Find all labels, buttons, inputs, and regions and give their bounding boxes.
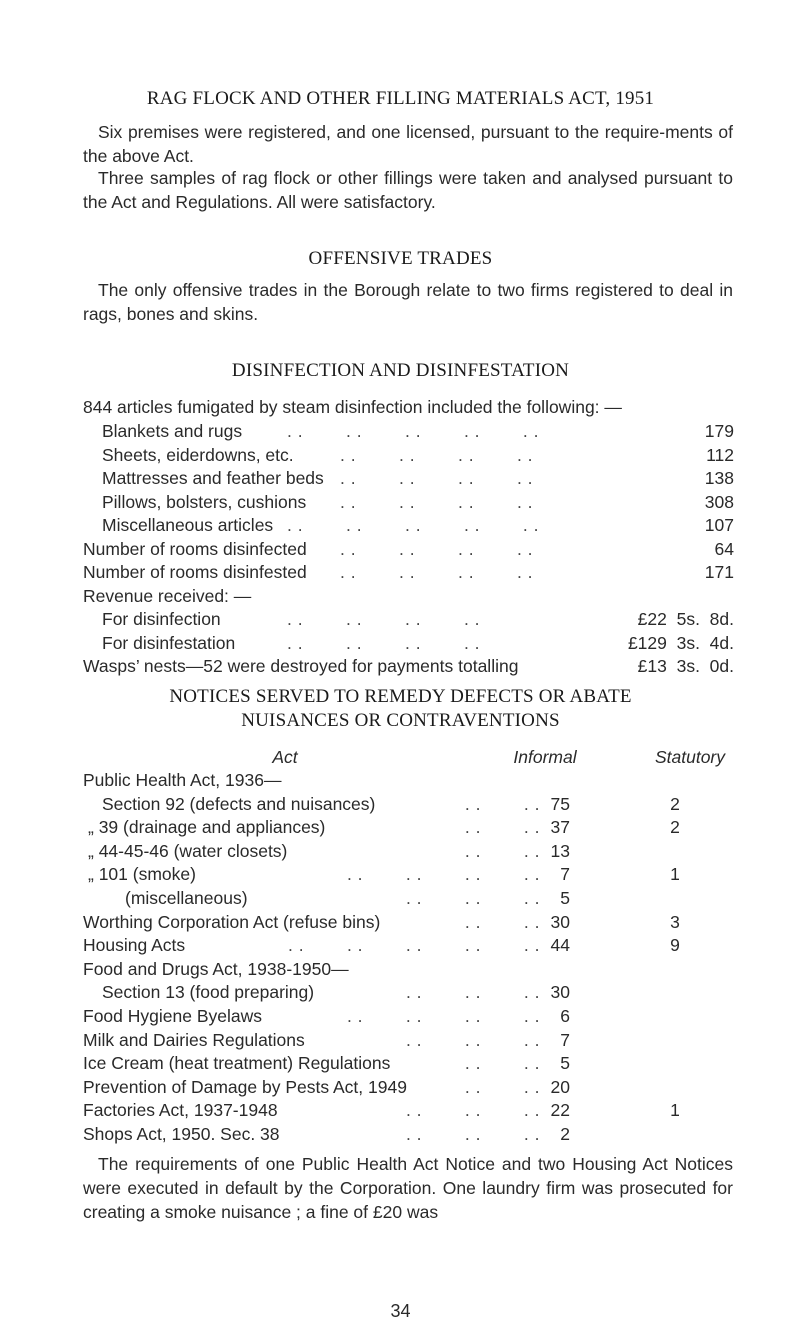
notice-row xyxy=(0,1004,801,1028)
leader-dots: . . . . . . . . . . xyxy=(287,935,540,956)
disinfection-row xyxy=(0,560,801,584)
notice-statutory-count: 9 xyxy=(670,935,680,956)
disinfection-item-value: 308 xyxy=(704,491,734,512)
revenue-row xyxy=(0,607,801,631)
leader-dots: . . . . . . xyxy=(405,1029,540,1050)
disinfection-item-value: 107 xyxy=(704,515,734,535)
notice-row xyxy=(0,839,801,863)
notice-row xyxy=(0,886,801,910)
revenue-item-label: For disinfestation xyxy=(102,632,236,653)
notice-row xyxy=(0,862,801,886)
notice-row xyxy=(0,933,801,957)
notice-informal-count: 37 xyxy=(550,817,570,838)
rag-flock-paragraph-2: Three samples of rag flock or other fillings were taken and analysed pursuant to the Act and Regulations. All were satisfactory. xyxy=(83,168,733,212)
notices-heading-line-2: NUISANCES OR CONTRAVENTIONS xyxy=(241,710,560,731)
notice-act-label: Section 92 (defects and nuisances) xyxy=(102,793,376,814)
disinfection-item-value: 64 xyxy=(714,538,734,559)
leader-dots: . . . . xyxy=(464,817,540,838)
notice-act-label: Food Hygiene Byelaws xyxy=(83,1006,262,1026)
page-number: 34 xyxy=(390,1301,411,1321)
disinfection-item-value: 138 xyxy=(704,468,734,488)
wasps-label: Wasps’ nests—52 were destroyed for payments totalling xyxy=(83,656,519,676)
disinfection-item-label: Number of rooms disinfested xyxy=(83,562,307,582)
notice-informal-count: 75 xyxy=(550,793,570,814)
disinfection-row xyxy=(0,466,801,490)
offensive-trades-paragraph: The only offensive trades in the Borough relate to two firms registered to deal in rags, bones and skins. xyxy=(83,280,733,324)
column-header-act: Act xyxy=(272,747,298,767)
notice-informal-count: 30 xyxy=(550,982,570,1003)
leader-dots: . . . . xyxy=(464,1076,540,1097)
disinfection-item-value: 171 xyxy=(704,562,734,582)
notice-row xyxy=(0,957,801,981)
leader-dots: . . . . . . . . xyxy=(346,864,540,885)
leader-dots: . . . . xyxy=(464,911,540,932)
revenue-item-label: For disinfection xyxy=(102,609,221,629)
notice-row xyxy=(0,910,801,934)
disinfection-intro: 844 articles fumigated by steam disinfection included the following: — xyxy=(83,397,622,417)
disinfection-item-label: Mattresses and feather beds xyxy=(102,468,324,488)
notice-act-label: Milk and Dairies Regulations xyxy=(83,1029,305,1050)
notice-statutory-count: 2 xyxy=(670,793,680,814)
leader-dots: . . . . . . . . xyxy=(340,468,534,488)
leader-dots: . . . . . . . . xyxy=(346,1006,540,1026)
leader-dots: . . . . . . . . xyxy=(340,491,534,512)
notice-informal-count: 44 xyxy=(550,935,570,956)
disinfection-item-value: 179 xyxy=(704,421,734,441)
revenue-item-value: £22 5s. 8d. xyxy=(637,609,734,629)
notice-informal-count: 30 xyxy=(550,911,570,932)
notice-row xyxy=(0,815,801,839)
leader-dots: . . . . . . . . xyxy=(287,609,481,629)
notice-row xyxy=(0,1122,801,1146)
notice-act-label: Ice Cream (heat treatment) Regulations xyxy=(83,1053,391,1074)
disinfection-item-label: Miscellaneous articles xyxy=(102,515,274,535)
notice-row xyxy=(0,1075,801,1099)
notice-act-label: Public Health Act, 1936— xyxy=(83,770,282,790)
revenue-label: Revenue received: — xyxy=(83,585,252,606)
wasps-value: £13 3s. 0d. xyxy=(637,656,734,676)
notice-statutory-count: 1 xyxy=(670,1100,680,1121)
notices-column-headers xyxy=(0,745,801,769)
notice-row xyxy=(0,1051,801,1075)
disinfection-item-label: Sheets, eiderdowns, etc. xyxy=(102,444,294,465)
notice-row xyxy=(0,792,801,816)
disinfection-row xyxy=(0,419,801,443)
rag-flock-heading: RAG FLOCK AND OTHER FILLING MATERIALS ACT, 1951 xyxy=(146,88,655,109)
notice-act-label: Factories Act, 1937-1948 xyxy=(83,1100,278,1121)
wasps-row xyxy=(0,654,801,678)
notice-act-label: „ 101 (smoke) xyxy=(88,864,196,885)
notice-act-label: (miscellaneous) xyxy=(125,888,248,908)
notice-informal-count: 20 xyxy=(550,1076,570,1097)
notice-statutory-count: 1 xyxy=(670,864,680,885)
leader-dots: . . . . . . . . xyxy=(340,562,534,582)
notices-heading-line-1: NOTICES SERVED TO REMEDY DEFECTS OR ABATE xyxy=(169,686,632,707)
notice-act-label: „ 44-45-46 (water closets) xyxy=(88,840,288,861)
notice-statutory-count: 3 xyxy=(670,911,680,932)
notice-act-label: Housing Acts xyxy=(83,935,186,956)
revenue-row xyxy=(0,631,801,655)
leader-dots: . . . . xyxy=(464,1053,540,1074)
rag-flock-paragraph-1: Six premises were registered, and one licensed, pursuant to the require-ments of the above Act. xyxy=(83,122,733,166)
notice-act-label: Food and Drugs Act, 1938-1950— xyxy=(83,958,349,979)
leader-dots: . . . . . . . . . . xyxy=(287,515,540,535)
notice-act-label: Worthing Corporation Act (refuse bins) xyxy=(83,911,381,932)
disinfection-row xyxy=(0,490,801,514)
leader-dots: . . . . . . xyxy=(405,1100,540,1121)
notice-row xyxy=(0,1028,801,1052)
notice-informal-count: 6 xyxy=(560,1006,570,1026)
disinfection-item-value: 112 xyxy=(706,444,734,465)
notices-closing-paragraph: The requirements of one Public Health Act Notice and two Housing Act Notices were executed in default by the Corporation. One laundry firm was prosecuted for creating a smoke nuisance ; a fine of £20 was xyxy=(83,1154,733,1222)
notice-informal-count: 22 xyxy=(550,1100,570,1121)
leader-dots: . . . . . . . . xyxy=(340,538,534,559)
notice-informal-count: 5 xyxy=(560,1053,570,1074)
notice-act-label: Prevention of Damage by Pests Act, 1949 xyxy=(83,1076,407,1097)
disinfection-row xyxy=(0,513,801,537)
disinfection-item-label: Blankets and rugs xyxy=(102,421,243,441)
leader-dots: . . . . . . . . xyxy=(287,632,481,653)
leader-dots: . . . . xyxy=(464,840,540,861)
notice-statutory-count: 2 xyxy=(670,817,680,838)
notice-act-label: Section 13 (food preparing) xyxy=(102,982,315,1003)
notice-informal-count: 7 xyxy=(560,864,570,885)
notice-row xyxy=(0,768,801,792)
notice-informal-count: 13 xyxy=(550,840,570,861)
leader-dots: . . . . xyxy=(464,793,540,814)
notice-act-label: Shops Act, 1950. Sec. 38 xyxy=(83,1124,280,1144)
notice-row xyxy=(0,1098,801,1122)
leader-dots: . . . . . . xyxy=(405,1124,540,1144)
disinfection-row xyxy=(0,537,801,561)
column-header-statutory: Statutory xyxy=(654,747,726,767)
notice-informal-count: 2 xyxy=(560,1124,570,1144)
leader-dots: . . . . . . . . xyxy=(340,444,534,465)
disinfection-heading: DISINFECTION AND DISINFESTATION xyxy=(231,360,570,381)
notice-act-label: „ 39 (drainage and appliances) xyxy=(88,817,326,838)
disinfection-item-label: Pillows, bolsters, cushions xyxy=(102,491,307,512)
leader-dots: . . . . . . . . . . xyxy=(287,421,540,441)
leader-dots: . . . . . . xyxy=(405,982,540,1003)
disinfection-item-label: Number of rooms disinfected xyxy=(83,538,307,559)
column-header-informal: Informal xyxy=(513,747,577,767)
disinfection-row xyxy=(0,443,801,467)
notice-informal-count: 7 xyxy=(560,1029,570,1050)
offensive-trades-heading: OFFENSIVE TRADES xyxy=(308,248,493,269)
notice-informal-count: 5 xyxy=(560,888,570,908)
leader-dots: . . . . . . xyxy=(405,888,540,908)
revenue-item-value: £129 3s. 4d. xyxy=(627,632,734,653)
notice-row xyxy=(0,980,801,1004)
